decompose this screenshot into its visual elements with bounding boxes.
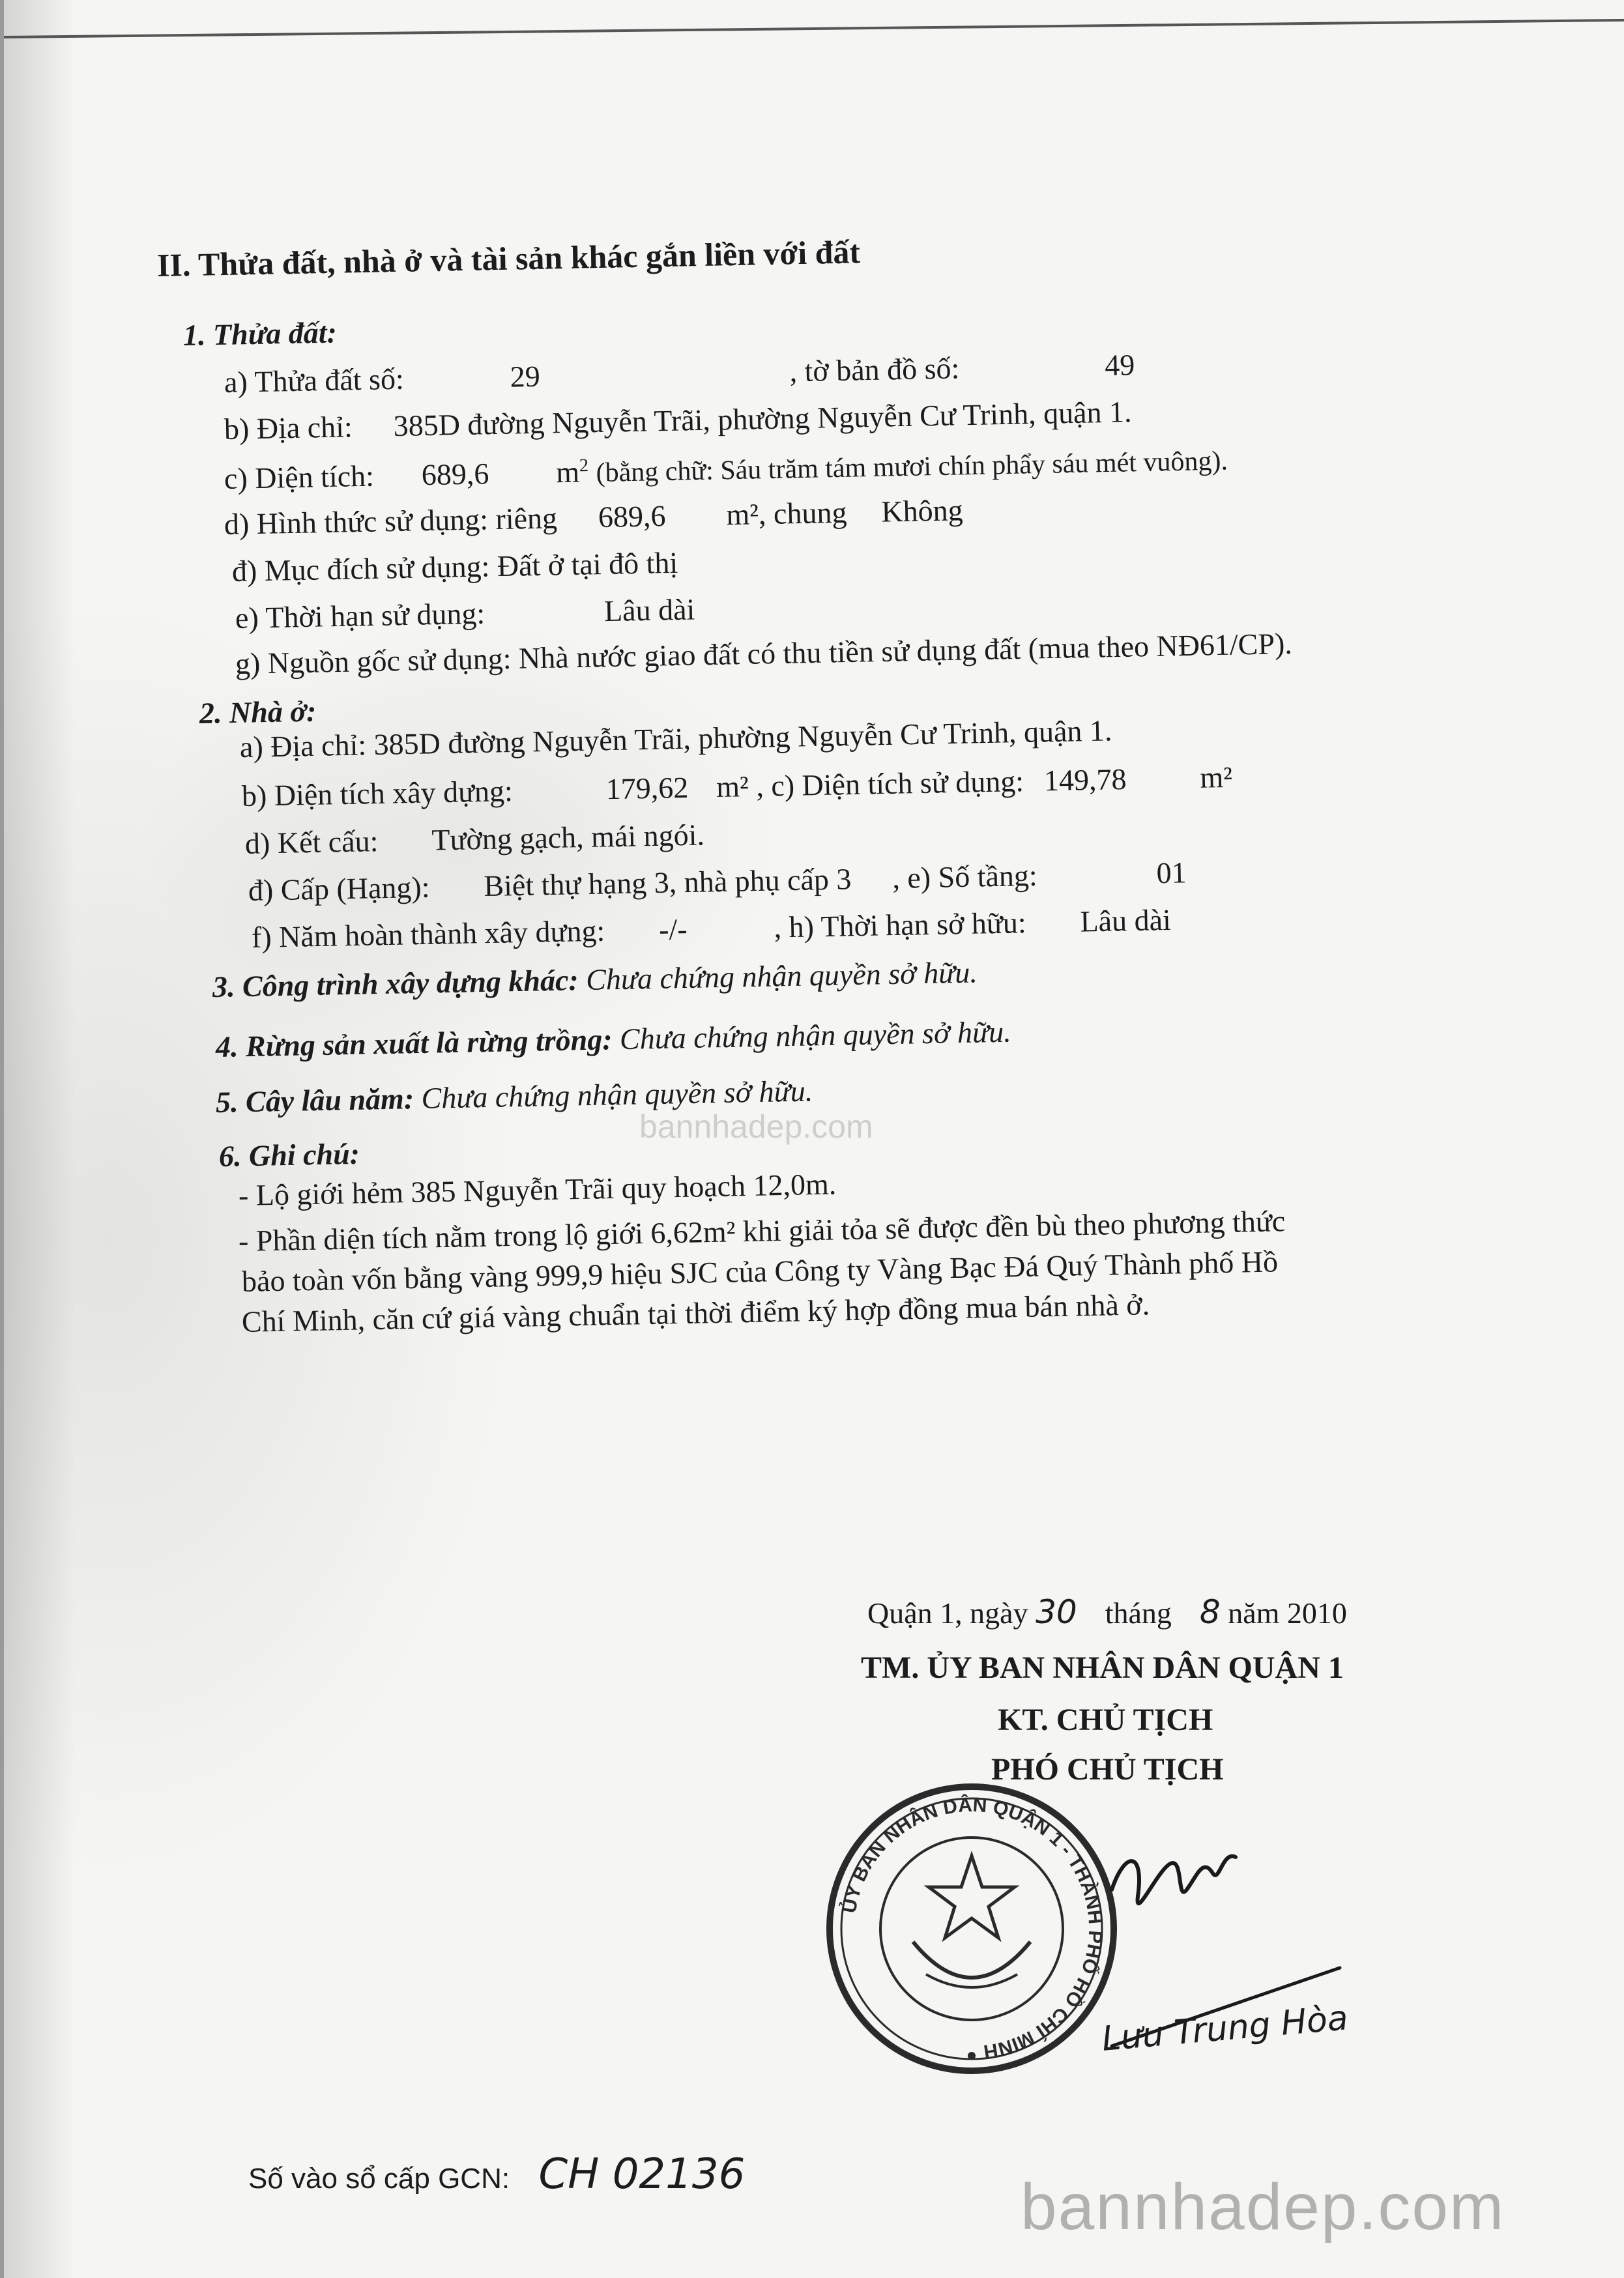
seal-text: ỦY BAN NHÂN DÂN QUẬN 1 - THÀNH PHỐ HỒ CHÍ MINH (838, 1794, 1107, 2063)
issue-date (867, 1593, 1347, 1631)
issuer-title-1: KT. CHỦ TỊCH (998, 1703, 1213, 1737)
purpose-row (231, 545, 678, 588)
land-address-row (224, 394, 1131, 446)
usage-form-row (224, 493, 963, 541)
map-number: 49 (1104, 348, 1135, 382)
origin-label: g) Nguồn gốc sử dụng: (235, 641, 512, 680)
built-area-unit: m² (716, 770, 749, 804)
date-month-label: tháng (1105, 1596, 1172, 1630)
watermark-small: bannhadep.com (639, 1108, 873, 1145)
date-year: năm 2010 (1228, 1596, 1347, 1630)
house-area-row (241, 760, 1232, 813)
construction-value: Chưa chứng nhận quyền sở hữu. (585, 955, 978, 996)
note-line-1: - Lộ giới hẻm 385 Nguyễn Trãi quy hoạch 12,0m. (238, 1167, 837, 1212)
origin-row (235, 626, 1292, 681)
ownership-term-label: , h) Thời hạn sở hữu: (774, 906, 1027, 944)
land-term: Lâu dài (603, 592, 695, 628)
house-heading: 2. Nhà ở: (199, 694, 317, 730)
structure: Tường gạch, mái ngói. (431, 818, 705, 857)
land-term-label: e) Thời hạn sử dụng: (235, 596, 486, 635)
forest-value: Chưa chứng nhận quyền sở hữu. (619, 1015, 1012, 1056)
trees-value: Chưa chứng nhận quyền sở hữu. (421, 1074, 813, 1115)
floors-label: , e) Số tầng: (892, 858, 1038, 895)
register-number: CH 02136 (538, 2150, 746, 2199)
signer-name: Lưu Trung Hòa (1100, 1998, 1350, 2059)
built-area-label: b) Diện tích xây dựng: (241, 774, 514, 813)
register-row (248, 2150, 745, 2199)
structure-row (244, 817, 704, 861)
purpose: Đất ở tại đô thị (497, 545, 678, 583)
house-address-row (239, 713, 1112, 764)
watermark-large: bannhadep.com (1021, 2170, 1505, 2243)
land-term-row (235, 592, 695, 635)
origin: Nhà nước giao đất có thu tiền sử dụng đất (mua theo NĐ61/CP). (518, 626, 1293, 675)
parcel-row (224, 347, 1135, 399)
house-address-label: a) Địa chỉ: (239, 728, 367, 764)
land-area-row: c) Diện tích: 689,6 $m^2$ (bằng chữ: Sáu trăm tám mươi chín phẩy sáu mét vuông). (224, 446, 1228, 495)
usage-shared: Không (880, 493, 964, 528)
svg-text:ỦY BAN NHÂN DÂN QUẬN 1 - THÀNH (838, 1794, 1107, 2062)
completion-row (251, 902, 1171, 955)
construction-row (212, 955, 978, 1004)
date-prefix: Quận 1, ngày (867, 1596, 1028, 1630)
land-area-unit: m (555, 455, 580, 489)
map-label: , tờ bản đồ số: (789, 351, 960, 388)
ownership-term: Lâu dài (1080, 902, 1172, 938)
usable-area: 149,78 (1043, 762, 1127, 798)
date-month: 8 (1199, 1593, 1221, 1631)
land-area: 689,6 (421, 457, 489, 492)
grade-label: đ) Cấp (Hạng): (248, 870, 430, 907)
notes-heading: 6. Ghi chú: (218, 1136, 360, 1173)
scan-top-edge (4, 19, 1624, 38)
usable-area-unit: m² (1199, 760, 1233, 794)
usage-private: 689,6 (598, 498, 666, 534)
note-line-3: bảo toàn vốn bằng vàng 999,9 hiệu SJC của Công ty Vàng Bạc Đá Quý Thành phố Hồ (241, 1245, 1279, 1298)
grade-row (248, 855, 1187, 908)
construction-heading: 3. Công trình xây dựng khác: (212, 963, 579, 1003)
usable-area-label: , c) Diện tích sử dụng: (755, 764, 1024, 803)
trees-heading: 5. Cây lâu năm: (215, 1082, 414, 1119)
land-area-words: (bằng chữ: Sáu trăm tám mươi chín phẩy sáu mét vuông). (596, 446, 1228, 489)
completed-label: f) Năm hoàn thành xây dựng: (251, 914, 605, 954)
note-line-2: - Phần diện tích nằm trong lộ giới 6,62m² khi giải tỏa sẽ được đền bù theo phương thức (238, 1204, 1286, 1258)
issuer-title-2: PHÓ CHỦ TỊCH (991, 1752, 1224, 1787)
section-title: II. Thửa đất, nhà ở và tài sản khác gắn liền với đất (156, 233, 861, 283)
usage-shared-label: m², chung (725, 495, 847, 532)
note-line-4: Chí Minh, căn cứ giá vàng chuẩn tại thời điểm ký hợp đồng mua bán nhà ở. (241, 1288, 1150, 1338)
usage-form-label: d) Hình thức sử dụng: riêng (224, 501, 558, 541)
grade: Biệt thự hạng 3, nhà phụ cấp 3 (483, 862, 852, 903)
land-area-label: c) Diện tích: (224, 459, 375, 495)
forest-heading: 4. Rừng sản xuất là rừng trồng: (215, 1022, 613, 1063)
land-address: 385D đường Nguyễn Trãi, phường Nguyễn Cư Trinh, quận 1. (393, 395, 1132, 443)
parcel-number: 29 (510, 359, 541, 394)
house-address: 385D đường Nguyễn Trãi, phường Nguyễn Cư Trinh, quận 1. (373, 714, 1112, 762)
date-day: 30 (1036, 1593, 1077, 1631)
issuer-org: TM. ỦY BAN NHÂN DÂN QUẬN 1 (861, 1651, 1344, 1685)
parcel-label: a) Thửa đất số: (224, 362, 405, 399)
forest-row (215, 1015, 1011, 1064)
register-label: Số vào sổ cấp GCN: (248, 2163, 510, 2195)
completed: -/- (658, 912, 688, 946)
purpose-label: đ) Mục đích sử dụng: (231, 549, 490, 588)
built-area: 179,62 (605, 770, 689, 806)
structure-label: d) Kết cấu: (244, 824, 379, 860)
land-address-label: b) Địa chỉ: (224, 410, 353, 446)
scan-shadow (4, 0, 76, 2278)
land-heading: 1. Thửa đất: (182, 315, 338, 352)
floors: 01 (1156, 856, 1187, 890)
